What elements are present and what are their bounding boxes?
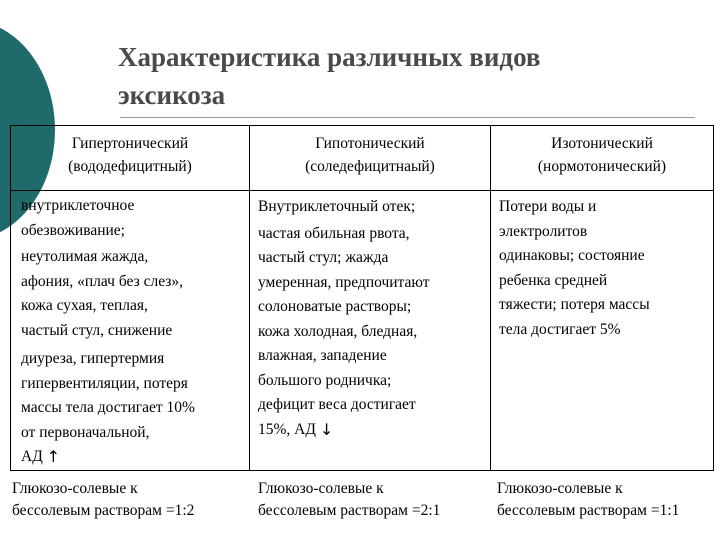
text-line: диуреза, гипертермия bbox=[21, 350, 165, 367]
text-line: афония, «плач без слез», bbox=[21, 272, 184, 290]
text-line: кожа сухая, теплая, bbox=[21, 297, 148, 314]
arrow-up-icon: ↑ bbox=[46, 447, 61, 466]
ratio-note-hypotonic bbox=[258, 478, 493, 522]
header-hypertonic bbox=[11, 126, 250, 191]
text-line: тела достигает 5% bbox=[499, 320, 621, 338]
comparison-table bbox=[10, 125, 714, 471]
header-line: (вододефицитный) bbox=[68, 158, 192, 175]
text-line: дефицит веса достигает bbox=[258, 396, 416, 413]
footer-line: бессолевым растворам =1:2 bbox=[12, 502, 195, 519]
header-line: Изотонический bbox=[551, 135, 653, 152]
text-line: неутолимая жажда, bbox=[21, 248, 149, 265]
slide-title bbox=[118, 38, 678, 114]
text-line: Потери воды и bbox=[499, 198, 597, 215]
text-line: солоноватые растворы; bbox=[258, 298, 412, 315]
text-line: Внутриклеточный отек; bbox=[258, 198, 416, 215]
header-line: Гипотонический bbox=[315, 135, 425, 152]
header-isotonic bbox=[491, 126, 714, 191]
footer-line: бессолевым растворам =2:1 bbox=[258, 502, 441, 519]
footer-line: Глюкозо-солевые к bbox=[12, 480, 138, 497]
text-line: электролитов bbox=[499, 222, 588, 240]
ratio-note-isotonic bbox=[497, 478, 712, 522]
text-line: частый стул; жажда bbox=[258, 249, 389, 266]
title-divider bbox=[120, 117, 695, 118]
cell-isotonic bbox=[491, 191, 714, 471]
text-line: частая обильная рвота, bbox=[258, 224, 410, 242]
description-row bbox=[11, 191, 714, 471]
arrow-down-icon: ↓ bbox=[319, 419, 334, 439]
text-line: гипервентиляции, потеря bbox=[21, 374, 188, 392]
text-line: большого родничка; bbox=[258, 371, 392, 389]
title-line-1: Характеристика различных видов bbox=[118, 42, 541, 72]
cell-hypotonic bbox=[250, 191, 491, 471]
header-line: Гипертонический bbox=[71, 135, 189, 152]
footer-line: Глюкозо-солевые к bbox=[258, 480, 384, 497]
text-line: внутриклеточное bbox=[21, 197, 135, 214]
text-line: тяжести; потеря массы bbox=[499, 296, 650, 313]
text-line: массы тела достигает 10% bbox=[21, 399, 195, 416]
text-line bbox=[258, 418, 486, 443]
header-line: (соледефицитнаый) bbox=[305, 158, 435, 175]
header-hypotonic bbox=[250, 126, 491, 191]
title-line-2: эксикоза bbox=[118, 80, 226, 110]
ratio-note-hypertonic bbox=[12, 478, 247, 522]
bp-label: 15%, АД bbox=[258, 420, 316, 438]
bp-label: АД bbox=[21, 448, 43, 465]
cell-hypertonic bbox=[11, 191, 250, 471]
text-line: одинаковы; состояние bbox=[499, 247, 645, 264]
text-line bbox=[21, 445, 245, 470]
text-line: обезвоживание; bbox=[21, 221, 125, 239]
text-line: влажная, западение bbox=[258, 347, 387, 364]
header-line: (нормотонический) bbox=[537, 158, 667, 175]
text-line: кожа холодная, бледная, bbox=[258, 322, 418, 340]
text-line: частый стул, снижение bbox=[21, 321, 173, 339]
header-row bbox=[11, 126, 714, 191]
text-line: от первоначальной, bbox=[21, 423, 150, 441]
text-line: ребенка средней bbox=[499, 271, 608, 289]
footer-line: бессолевым растворам =1:1 bbox=[497, 502, 680, 519]
footer-line: Глюкозо-солевые к bbox=[497, 480, 623, 497]
text-line: умеренная, предпочитают bbox=[258, 273, 430, 291]
